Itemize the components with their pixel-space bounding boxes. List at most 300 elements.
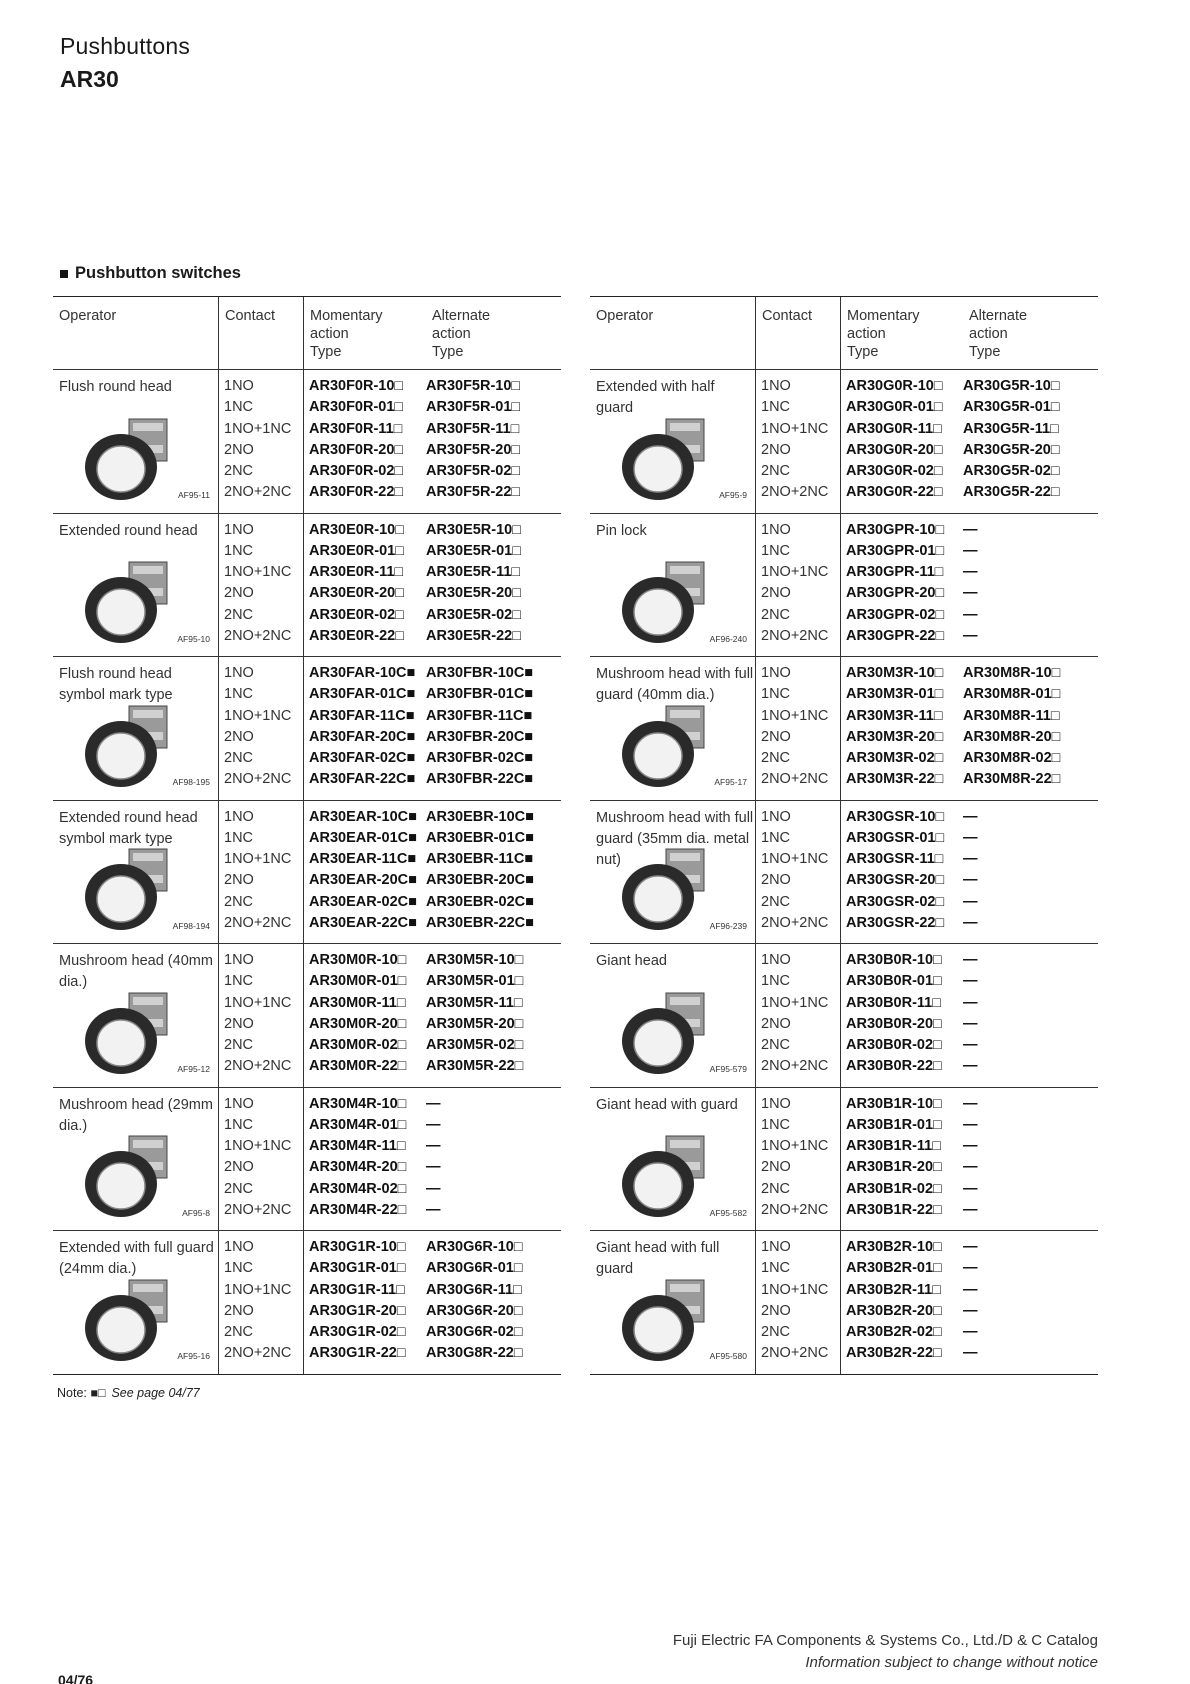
header-momentary-line: action [310,326,349,342]
contact-value: 1NO [224,521,254,538]
momentary-type: AR30G0R-20□ [846,441,943,458]
momentary-type: AR30B2R-22□ [846,1345,942,1362]
alternate-type: — [963,1159,978,1176]
pushbutton-photo [77,415,177,503]
figure-code: AF95-582 [709,1207,747,1218]
contact-value: 2NC [761,893,791,910]
model-title: AR30 [60,66,119,92]
alternate-type: AR30M5R-10□ [426,952,524,968]
alternate-cell [963,657,1098,800]
header-alternate-line: Type [432,344,464,360]
alternate-type: AR30M5R-22□ [426,1058,524,1075]
header-momentary-line: action [847,326,886,342]
operator-group [590,800,1098,944]
alternate-type: — [963,1037,978,1054]
operator-group [53,369,561,513]
contact-value: 2NC [224,750,254,767]
contact-value: 1NO [224,378,254,394]
contact-value: 1NO+1NC [761,1138,829,1155]
operator-group [53,513,561,657]
contact-value: 1NO+1NC [224,994,292,1011]
operator-cell [590,944,755,1087]
momentary-type: AR30F0R-10□ [309,378,404,394]
operator-cell [590,514,755,657]
momentary-type: AR30M0R-01□ [309,973,407,990]
contact-cell [755,657,840,800]
table-header-right [590,297,1098,369]
alternate-type: — [426,1095,441,1112]
figure-code: AF95-9 [719,490,747,501]
alternate-type: AR30G6R-02□ [426,1324,523,1341]
momentary-type: AR30M0R-11□ [309,994,406,1011]
alternate-type: — [426,1159,441,1176]
momentary-type: AR30FAR-01C■ [309,686,416,703]
contact-value: 2NO+2NC [761,1345,829,1362]
momentary-type: AR30M0R-22□ [309,1058,407,1075]
contact-value: 1NC [761,973,791,990]
alternate-type: AR30F5R-10□ [426,378,521,394]
contact-value: 2NO [224,1302,254,1319]
momentary-type: AR30B0R-10□ [846,952,942,968]
contact-value: 2NO [761,872,791,889]
alternate-type: AR30M5R-01□ [426,973,524,990]
operator-name: Mushroom head (29mm dia.) [59,1096,213,1134]
contact-value: 1NC [761,542,791,559]
alternate-cell [963,801,1098,944]
momentary-type: AR30M3R-10□ [846,665,944,681]
momentary-type: AR30G1R-01□ [309,1260,406,1277]
operator-name: Giant head with full guard [596,1240,720,1278]
alternate-type: AR30EBR-22C■ [426,914,534,931]
section-title: Pushbutton switches [75,264,241,282]
momentary-cell [840,657,963,800]
contact-value: 1NO [761,1095,791,1112]
contact-value: 2NO+2NC [761,771,829,788]
alternate-cell [963,944,1098,1087]
contact-value: 2NC [761,1037,791,1054]
pushbutton-photo [77,989,177,1077]
contact-value: 1NC [224,399,254,416]
alternate-type: — [963,627,978,644]
contact-value: 2NC [224,1324,254,1341]
alternate-cell [963,1231,1098,1374]
page-number: 04/76 [58,1672,94,1684]
figure-code: AF95-579 [709,1064,747,1075]
alternate-type: — [963,829,978,846]
contact-value: 2NC [224,893,254,910]
alternate-cell [426,657,561,800]
operator-group [53,656,561,800]
contact-value: 2NO+2NC [224,1058,292,1075]
alternate-type: AR30G5R-20□ [963,441,1060,458]
momentary-type: AR30GPR-02□ [846,606,945,623]
momentary-type: AR30EAR-02C■ [309,893,417,910]
momentary-cell [303,370,426,513]
operator-group [590,1087,1098,1231]
pushbutton-photo [614,1132,714,1220]
alternate-type: AR30G5R-11□ [963,420,1059,437]
contact-value: 2NO+2NC [761,1201,829,1218]
contact-value: 2NO+2NC [224,627,292,644]
alternate-type: — [963,1095,978,1112]
header-alternate-line: Alternate [969,308,1028,324]
contact-value: 1NO+1NC [224,564,292,581]
contact-value: 1NO+1NC [761,564,829,581]
contact-value: 1NC [761,686,791,703]
momentary-type: AR30G1R-11□ [309,1281,405,1298]
momentary-type: AR30M3R-11□ [846,707,943,724]
contact-value: 1NC [224,686,254,703]
momentary-type: AR30B2R-20□ [846,1302,942,1319]
alternate-type: AR30M5R-20□ [426,1015,524,1032]
momentary-type: AR30GSR-11□ [846,851,944,868]
alternate-type: AR30G6R-01□ [426,1260,523,1277]
contact-value: 2NC [761,463,791,480]
momentary-type: AR30GPR-01□ [846,542,945,559]
contact-value: 2NO [224,872,254,889]
momentary-type: AR30M3R-20□ [846,728,944,745]
contact-value: 2NO [761,728,791,745]
alternate-type: AR30FBR-01C■ [426,686,534,703]
pushbutton-table-left [53,296,561,1375]
momentary-type: AR30GPR-20□ [846,585,945,602]
alternate-type: — [963,521,978,538]
footer-disclaimer: Information subject to change without notice [805,1654,1098,1671]
momentary-type: AR30B0R-11□ [846,994,941,1011]
operator-name: Mushroom head with full guard (35mm dia. metal nut) [596,809,754,869]
alternate-type: AR30F5R-22□ [426,484,521,501]
momentary-type: AR30M3R-22□ [846,771,944,788]
alternate-cell [426,1231,561,1374]
alternate-type: AR30F5R-11□ [426,420,520,437]
momentary-type: AR30B1R-01□ [846,1116,942,1133]
alternate-cell [963,370,1098,513]
alternate-type: — [963,1058,978,1075]
contact-value: 2NO [761,1302,791,1319]
alternate-cell [963,514,1098,657]
alternate-type: AR30M5R-02□ [426,1037,524,1054]
figure-code: AF95-10 [177,633,210,644]
alternate-type: AR30M5R-11□ [426,994,523,1011]
alternate-type: — [963,952,978,968]
header-alternate-line: Alternate [432,308,491,324]
momentary-type: AR30B2R-01□ [846,1260,942,1277]
header-momentary-line: Type [310,344,342,360]
pushbutton-photo [77,558,177,646]
contact-value: 2NO+2NC [761,484,829,501]
alternate-type: — [426,1138,441,1155]
header-alternate-line: action [969,326,1008,342]
operator-cell [590,370,755,513]
momentary-type: AR30G0R-01□ [846,399,943,416]
contact-cell [218,370,303,513]
figure-code: AF95-12 [177,1064,210,1075]
contact-value: 2NO [761,1159,791,1176]
momentary-cell [840,801,963,944]
operator-group [53,1230,561,1374]
alternate-type: — [963,606,978,623]
alternate-type: AR30M8R-02□ [963,750,1061,767]
alternate-type: — [963,872,978,889]
operator-name: Giant head with guard [596,1096,738,1113]
operator-group [53,800,561,944]
alternate-type: AR30EBR-11C■ [426,851,534,868]
contact-value: 1NO+1NC [224,707,292,724]
contact-cell [218,657,303,800]
operator-group [53,1087,561,1231]
contact-value: 2NO+2NC [224,1345,292,1362]
alternate-cell [426,801,561,944]
momentary-type: AR30B1R-22□ [846,1201,942,1218]
momentary-type: AR30E0R-22□ [309,627,404,644]
contact-value: 2NO [224,441,254,458]
alternate-type: AR30G5R-10□ [963,378,1060,394]
contact-value: 2NO [224,1159,254,1176]
operator-group [53,943,561,1087]
alternate-type: — [963,1302,978,1319]
momentary-type: AR30M4R-11□ [309,1138,406,1155]
pushbutton-photo [77,1276,177,1364]
momentary-type: AR30G0R-02□ [846,463,943,480]
alternate-type: AR30G8R-22□ [426,1345,523,1362]
alternate-type: — [963,564,978,581]
contact-cell [755,801,840,944]
contact-value: 1NO+1NC [224,420,292,437]
alternate-type: AR30E5R-01□ [426,542,521,559]
contact-value: 2NC [761,1180,791,1197]
momentary-type: AR30G1R-20□ [309,1302,406,1319]
operator-name: Mushroom head (40mm dia.) [59,953,213,991]
contact-cell [755,1088,840,1231]
momentary-type: AR30B1R-20□ [846,1159,942,1176]
momentary-cell [840,1088,963,1231]
operator-group [590,656,1098,800]
momentary-type: AR30M4R-01□ [309,1116,407,1133]
alternate-type: — [963,1281,978,1298]
alternate-type: — [963,1201,978,1218]
contact-value: 2NC [761,606,791,623]
alternate-type: — [963,1260,978,1277]
alternate-type: — [963,994,978,1011]
contact-value: 1NO+1NC [224,851,292,868]
momentary-type: AR30M0R-02□ [309,1037,407,1054]
alternate-cell [426,944,561,1087]
alternate-type: AR30G5R-22□ [963,484,1060,501]
footer-company: Fuji Electric FA Components & Systems Co., Ltd./D & C Catalog [672,1632,1098,1649]
alternate-type: — [963,1324,978,1341]
section-heading [60,264,241,283]
contact-value: 1NO [224,665,254,681]
header-alternate [963,297,1098,369]
operator-name: Mushroom head with full guard (40mm dia.) [596,666,754,704]
momentary-type: AR30M4R-10□ [309,1095,407,1112]
note [57,1386,200,1400]
contact-value: 1NC [224,829,254,846]
alternate-type: — [426,1201,441,1218]
alternate-type: — [963,1116,978,1133]
alternate-type: AR30FBR-11C■ [426,707,533,724]
operator-cell [53,801,218,944]
figure-code: AF98-195 [172,777,210,788]
pushbutton-photo [614,989,714,1077]
header-momentary-line: Type [847,344,879,360]
momentary-type: AR30GPR-11□ [846,564,944,581]
alternate-type: AR30F5R-01□ [426,399,521,416]
alternate-type: — [963,542,978,559]
contact-value: 1NO+1NC [761,1281,829,1298]
alternate-type: AR30E5R-20□ [426,585,521,602]
contact-cell [218,944,303,1087]
momentary-type: AR30B1R-11□ [846,1138,941,1155]
momentary-cell [840,1231,963,1374]
pushbutton-photo [77,845,177,933]
contact-value: 2NO [761,441,791,458]
alternate-type: AR30G6R-20□ [426,1302,523,1319]
contact-value: 2NC [224,1037,254,1054]
square-bullet-icon [60,270,68,278]
alternate-type: AR30M8R-01□ [963,686,1061,703]
contact-value: 1NO [224,808,254,825]
contact-value: 2NO+2NC [224,484,292,501]
momentary-type: AR30F0R-20□ [309,441,404,458]
contact-value: 1NC [761,1116,791,1133]
contact-value: 2NO+2NC [224,771,292,788]
header-alternate-line: action [432,326,471,342]
contact-value: 2NC [224,1180,254,1197]
pushbutton-photo [614,558,714,646]
contact-value: 2NO+2NC [224,914,292,931]
momentary-type: AR30B0R-22□ [846,1058,942,1075]
alternate-type: AR30EBR-10C■ [426,808,534,825]
momentary-type: AR30F0R-01□ [309,399,404,416]
contact-cell [755,370,840,513]
header-momentary-line: Momentary [847,308,920,324]
contact-cell [755,514,840,657]
note-text: See page 04/77 [111,1386,200,1400]
contact-cell [755,1231,840,1374]
figure-code: AF95-8 [182,1207,210,1218]
contact-value: 2NC [224,606,254,623]
contact-value: 1NC [761,399,791,416]
contact-value: 1NC [224,973,254,990]
alternate-type: AR30E5R-10□ [426,521,521,538]
contact-value: 1NO [224,952,254,968]
page-title: Pushbuttons [60,33,191,59]
alternate-type: AR30F5R-20□ [426,441,521,458]
contact-cell [218,514,303,657]
alternate-type: — [963,585,978,602]
pushbutton-photo [614,415,714,503]
momentary-cell [303,514,426,657]
momentary-type: AR30F0R-02□ [309,463,404,480]
alternate-type: AR30M8R-20□ [963,728,1061,745]
contact-value: 2NO [224,585,254,602]
momentary-type: AR30GSR-20□ [846,872,945,889]
contact-value: 1NC [224,1260,254,1277]
momentary-type: AR30EAR-20C■ [309,872,417,889]
alternate-cell [426,370,561,513]
momentary-type: AR30B1R-10□ [846,1095,942,1112]
contact-value: 2NO+2NC [761,1058,829,1075]
momentary-type: AR30B2R-11□ [846,1281,941,1298]
momentary-type: AR30E0R-10□ [309,521,404,538]
momentary-cell [303,801,426,944]
header-momentary-line: Momentary [310,308,383,324]
momentary-type: AR30G0R-11□ [846,420,942,437]
alternate-type: — [426,1180,441,1197]
contact-value: 2NC [224,463,254,480]
alternate-type: AR30E5R-02□ [426,606,521,623]
alternate-type: — [963,1345,978,1362]
header-contact: Contact [218,297,303,369]
operator-name: Extended round head symbol mark type [59,809,198,847]
operator-name: Extended with half guard [596,379,715,417]
contact-value: 1NO [761,378,791,394]
momentary-type: AR30B1R-02□ [846,1180,942,1197]
operator-name: Flush round head symbol mark type [59,666,173,704]
header-momentary [840,297,963,369]
contact-value: 2NO+2NC [224,1201,292,1218]
contact-value: 2NO [224,1015,254,1032]
contact-cell [218,1088,303,1231]
contact-value: 2NO [224,728,254,745]
figure-code: AF95-580 [709,1351,747,1362]
alternate-type: AR30F5R-02□ [426,463,521,480]
contact-value: 1NO+1NC [761,707,829,724]
alternate-type: — [963,1138,978,1155]
operator-name: Flush round head [59,379,172,395]
figure-code: AF96-240 [709,633,747,644]
momentary-type: AR30B2R-10□ [846,1239,942,1255]
operator-group [590,513,1098,657]
momentary-type: AR30FAR-11C■ [309,707,415,724]
momentary-type: AR30GPR-10□ [846,521,945,538]
alternate-type: AR30E5R-22□ [426,627,521,644]
contact-value: 1NO+1NC [761,994,829,1011]
momentary-type: AR30B0R-01□ [846,973,942,990]
operator-cell [53,514,218,657]
momentary-type: AR30M0R-10□ [309,952,407,968]
header-momentary [303,297,426,369]
alternate-type: AR30EBR-01C■ [426,829,534,846]
note-label: Note: ■□ [57,1386,106,1400]
alternate-type: — [963,914,978,931]
alternate-cell [963,1088,1098,1231]
contact-value: 1NC [761,1260,791,1277]
contact-value: 1NO [761,808,791,825]
momentary-cell [303,1088,426,1231]
figure-code: AF95-17 [714,777,747,788]
pushbutton-photo [614,845,714,933]
momentary-cell [840,514,963,657]
alternate-cell [426,1088,561,1231]
alternate-type: AR30EBR-20C■ [426,872,534,889]
momentary-cell [303,657,426,800]
momentary-type: AR30E0R-11□ [309,564,404,581]
momentary-type: AR30M0R-20□ [309,1015,407,1032]
operator-cell [53,1088,218,1231]
contact-value: 2NC [761,1324,791,1341]
momentary-type: AR30M4R-02□ [309,1180,407,1197]
contact-value: 2NO [761,1015,791,1032]
alternate-type: AR30G5R-02□ [963,463,1060,480]
contact-cell [218,801,303,944]
operator-name: Extended with full guard (24mm dia.) [59,1240,214,1278]
pushbutton-photo [614,702,714,790]
momentary-type: AR30M3R-02□ [846,750,944,767]
contact-cell [755,944,840,1087]
momentary-type: AR30EAR-10C■ [309,808,417,825]
